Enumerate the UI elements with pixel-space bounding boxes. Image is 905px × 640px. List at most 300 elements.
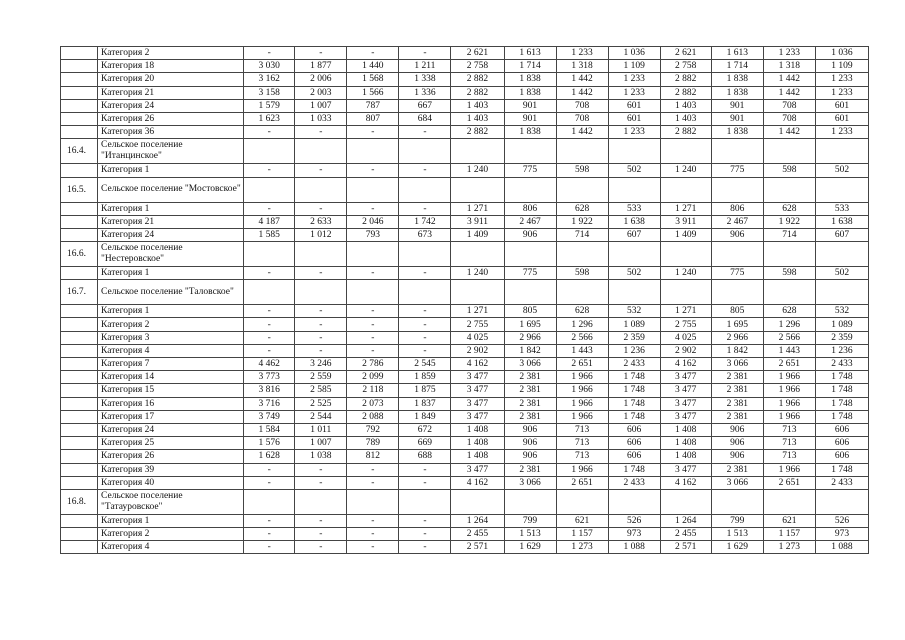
tariff-value: 1 109 [815,60,868,73]
tariff-value: 2 003 [295,86,347,99]
table-row [61,305,869,318]
tariff-value: - [399,514,451,527]
tariff-value: 3 477 [660,371,711,384]
table-row [61,60,869,73]
tariff-value: 1 408 [451,450,504,463]
table-row [61,450,869,463]
tariff-value: 1 748 [815,410,868,423]
tariff-value: 1 966 [556,463,608,476]
row-number-cell [61,528,98,541]
tariff-value: 2 433 [815,358,868,371]
category-name: Категория 1 [98,514,244,527]
empty-cell [815,139,868,164]
tariff-value: 4 462 [244,358,295,371]
category-name: Категория 3 [98,331,244,344]
table-row [61,410,869,423]
table-row [61,358,869,371]
category-name: Категория 25 [98,437,244,450]
tariff-value: 1 966 [556,371,608,384]
category-name: Категория 14 [98,371,244,384]
tariff-value: - [347,463,399,476]
section-header-row [61,242,869,267]
empty-cell [347,139,399,164]
tariff-value: - [295,528,347,541]
row-number-cell [61,47,98,60]
empty-cell [711,242,763,267]
category-name: Категория 4 [98,541,244,554]
empty-cell [295,280,347,305]
tariff-value: 606 [815,437,868,450]
tariff-value: 714 [763,228,815,241]
tariff-value: 1 875 [399,384,451,397]
tariff-value: 1 109 [608,60,660,73]
tariff-value: 1 443 [763,344,815,357]
table-row [61,437,869,450]
tariff-value: 1 403 [660,112,711,125]
tariff-value: 906 [711,437,763,450]
tariff-value: 1 236 [815,344,868,357]
tariff-value: 2 381 [711,410,763,423]
tariff-value: 1 513 [711,528,763,541]
tariff-value: 2 381 [504,463,556,476]
tariff-value: 1 629 [711,541,763,554]
tariff-value: 713 [556,437,608,450]
tariff-value: 775 [504,164,556,177]
row-number-cell [61,318,98,331]
tariff-value: - [295,47,347,60]
tariff-value: 1 748 [608,371,660,384]
tariff-value: 1 576 [244,437,295,450]
tariff-value: 2 902 [660,344,711,357]
row-number-cell [61,344,98,357]
table-row [61,514,869,527]
tariff-value: 713 [556,423,608,436]
table-row [61,47,869,60]
tariff-value: 1 838 [711,126,763,139]
empty-cell [295,489,347,514]
tariff-value: 1 318 [556,60,608,73]
row-number-cell [61,73,98,86]
table-row [61,397,869,410]
tariff-value: - [399,331,451,344]
tariff-value: 1 838 [711,73,763,86]
tariff-value: 906 [711,450,763,463]
tariff-value: 502 [815,267,868,280]
row-number-cell [61,267,98,280]
tariff-value: 775 [711,267,763,280]
tariff-value: - [347,318,399,331]
tariff-value: - [244,126,295,139]
tariff-value: 901 [711,112,763,125]
row-number-cell [61,476,98,489]
tariff-value: 601 [815,112,868,125]
tariff-value: 1 442 [556,73,608,86]
tariff-value: 1 838 [504,126,556,139]
tariff-value: 906 [711,228,763,241]
tariff-value: 2 882 [660,73,711,86]
tariff-value: 799 [711,514,763,527]
empty-cell [347,177,399,202]
empty-cell [504,242,556,267]
empty-cell [451,280,504,305]
category-name: Категория 16 [98,397,244,410]
tariff-value: 2 882 [660,126,711,139]
section-title: Сельское поселение "Нестеровское" [98,242,244,267]
tariff-value: - [244,463,295,476]
tariff-value: 1 271 [660,202,711,215]
tariff-value: 1 842 [711,344,763,357]
tariff-value: 3 911 [660,215,711,228]
category-name: Категория 18 [98,60,244,73]
tariff-value: 1 838 [504,73,556,86]
tariff-value: 628 [763,305,815,318]
tariff-value: 2 073 [347,397,399,410]
empty-cell [815,280,868,305]
tariff-value: 533 [815,202,868,215]
tariff-value: 4 162 [660,476,711,489]
tariff-value: 2 006 [295,73,347,86]
tariff-value: 1 922 [556,215,608,228]
tariff-value: 1 695 [504,318,556,331]
tariff-value: - [399,126,451,139]
tariff-value: 1 638 [608,215,660,228]
tariff-value: - [347,331,399,344]
tariff-value: 3 477 [660,463,711,476]
empty-cell [608,177,660,202]
section-title: Сельское поселение "Мостовское" [98,177,244,202]
tariff-value: 708 [763,112,815,125]
tariff-value: 1 409 [451,228,504,241]
tariff-value: 598 [763,267,815,280]
tariff-value: 906 [504,423,556,436]
section-title: Сельское поселение "Итанцинское" [98,139,244,164]
empty-cell [244,280,295,305]
table-row [61,476,869,489]
empty-cell [347,242,399,267]
category-name: Категория 26 [98,450,244,463]
tariff-value: 2 433 [815,476,868,489]
section-title: Сельское поселение "Татауровское" [98,489,244,514]
empty-cell [660,242,711,267]
row-number-cell [61,514,98,527]
empty-cell [556,489,608,514]
tariff-value: 1 748 [815,371,868,384]
tariff-value: 1 966 [556,397,608,410]
tariff-value: 2 621 [451,47,504,60]
tariff-value: 1 838 [711,86,763,99]
tariff-value: 1 629 [504,541,556,554]
category-name: Категория 24 [98,99,244,112]
tariff-value: 598 [556,164,608,177]
tariff-value: 1 408 [451,437,504,450]
tariff-value: 2 882 [451,86,504,99]
tariff-value: 532 [815,305,868,318]
empty-cell [244,177,295,202]
tariff-value: 1 742 [399,215,451,228]
tariff-value: 1 271 [660,305,711,318]
tariff-value: 1 442 [763,73,815,86]
tariff-value: 2 882 [451,126,504,139]
tariff-value: 2 755 [451,318,504,331]
tariff-value: - [244,541,295,554]
tariff-value: 1 714 [504,60,556,73]
tariff-value: 2 545 [399,358,451,371]
tariff-value: - [295,514,347,527]
tariff-value: 606 [608,423,660,436]
tariff-value: 2 758 [451,60,504,73]
tariff-value: 3 477 [451,397,504,410]
tariff-value: 1 271 [451,202,504,215]
tariff-value: 1 966 [763,410,815,423]
tariff-value: 973 [608,528,660,541]
tariff-value: 2 758 [660,60,711,73]
tariff-value: 1 566 [347,86,399,99]
tariff-value: - [347,305,399,318]
category-name: Категория 39 [98,463,244,476]
table-row [61,73,869,86]
tariff-value: 3 477 [660,410,711,423]
tariff-value: 526 [608,514,660,527]
tariff-value: 4 187 [244,215,295,228]
tariff-value: 2 088 [347,410,399,423]
empty-cell [763,177,815,202]
tariff-value: 601 [815,99,868,112]
tariff-value: 1 240 [451,267,504,280]
tariff-value: 1 336 [399,86,451,99]
tariff-value: 1 011 [295,423,347,436]
tariff-value: - [399,463,451,476]
row-number-cell [61,331,98,344]
tariff-value: - [347,47,399,60]
tariff-value: 3 477 [451,371,504,384]
empty-cell [556,177,608,202]
category-name: Категория 21 [98,215,244,228]
tariff-value: 906 [711,423,763,436]
row-number-cell [61,164,98,177]
tariff-value: 3 477 [660,384,711,397]
tariff-value: 3 477 [451,463,504,476]
tariff-value: 1 842 [504,344,556,357]
tariff-value: - [399,318,451,331]
tariff-value: 1 233 [608,86,660,99]
category-name: Категория 17 [98,410,244,423]
tariff-value: - [399,267,451,280]
tariff-value: 1 748 [815,463,868,476]
tariff-value: 1 338 [399,73,451,86]
tariff-value: 1 966 [763,397,815,410]
table-row [61,423,869,436]
row-number-cell [61,126,98,139]
tariff-value: 3 816 [244,384,295,397]
tariff-value: 1 966 [556,410,608,423]
tariff-value: - [244,305,295,318]
tariff-value: 628 [556,305,608,318]
tariff-value: 807 [347,112,399,125]
tariff-value: 2 966 [711,331,763,344]
tariff-value: 3 716 [244,397,295,410]
category-name: Категория 4 [98,344,244,357]
section-number: 16.8. [61,489,98,514]
tariff-value: - [244,47,295,60]
empty-cell [556,139,608,164]
tariff-value: 787 [347,99,399,112]
row-number-cell [61,60,98,73]
tariff-value: 2 566 [763,331,815,344]
empty-cell [295,139,347,164]
empty-cell [295,177,347,202]
tariff-value: 1 403 [660,99,711,112]
section-number: 16.5. [61,177,98,202]
tariff-value: 1 033 [295,112,347,125]
tariff-value: 1 233 [763,47,815,60]
tariff-value: 2 786 [347,358,399,371]
tariff-value: 2 359 [608,331,660,344]
table-row [61,164,869,177]
empty-cell [244,139,295,164]
tariff-value: 906 [504,437,556,450]
tariff-value: 621 [556,514,608,527]
tariff-value: 533 [608,202,660,215]
tariff-value: 684 [399,112,451,125]
tariff-value: - [399,344,451,357]
tariff-value: 906 [504,228,556,241]
section-number: 16.4. [61,139,98,164]
empty-cell [451,489,504,514]
tariff-value: 1 403 [451,112,504,125]
tariff-value: 2 433 [608,476,660,489]
tariff-value: 607 [815,228,868,241]
row-number-cell [61,437,98,450]
tariff-value: - [347,126,399,139]
empty-cell [660,489,711,514]
tariff-value: 2 633 [295,215,347,228]
tariff-value: 502 [608,267,660,280]
tariff-value: 1 211 [399,60,451,73]
tariff-value: 2 046 [347,215,399,228]
row-number-cell [61,228,98,241]
tariff-value: 598 [763,164,815,177]
tariff-value: 1 966 [763,384,815,397]
empty-cell [556,242,608,267]
tariff-value: 2 381 [711,384,763,397]
tariff-value: 2 571 [660,541,711,554]
tariff-value: 973 [815,528,868,541]
tariff-value: - [244,267,295,280]
tariff-value: 667 [399,99,451,112]
tariff-value: 1 714 [711,60,763,73]
tariff-value: 1 748 [608,410,660,423]
tariff-value: 601 [608,99,660,112]
tariff-value: 713 [556,450,608,463]
tariff-value: 2 651 [556,476,608,489]
tariff-value: 1 623 [244,112,295,125]
tariff-value: 2 381 [711,463,763,476]
tariff-value: - [347,164,399,177]
tariff-value: 1 273 [556,541,608,554]
empty-cell [504,139,556,164]
row-number-cell [61,384,98,397]
tariff-value: 3 773 [244,371,295,384]
tariff-value: - [347,514,399,527]
tariff-value: 3 066 [504,476,556,489]
tariff-value: 1 579 [244,99,295,112]
tariff-value: 1 296 [763,318,815,331]
tariff-value: 2 359 [815,331,868,344]
tariff-value: 502 [815,164,868,177]
tariff-value: - [399,476,451,489]
category-name: Категория 15 [98,384,244,397]
table-row [61,318,869,331]
tariff-value: - [295,202,347,215]
empty-cell [451,139,504,164]
empty-cell [763,242,815,267]
tariff-value: 1 408 [660,450,711,463]
table-row [61,331,869,344]
tariff-value: 2 882 [660,86,711,99]
tariff-value: 1 442 [556,126,608,139]
row-number-cell [61,423,98,436]
tariff-value: 1 443 [556,344,608,357]
tariff-value: 606 [608,450,660,463]
tariff-value: 901 [711,99,763,112]
tariff-value: 708 [556,99,608,112]
tariff-value: 1 036 [815,47,868,60]
row-number-cell [61,112,98,125]
empty-cell [451,177,504,202]
table-row [61,99,869,112]
empty-cell [660,280,711,305]
tariff-value: 1 613 [504,47,556,60]
tariff-value: 1 271 [451,305,504,318]
category-name: Категория 1 [98,164,244,177]
tariff-value: 606 [608,437,660,450]
category-name: Категория 24 [98,423,244,436]
empty-cell [295,242,347,267]
tariff-value: 1 089 [815,318,868,331]
tariff-value: 2 651 [763,358,815,371]
tariff-value: - [347,344,399,357]
tariff-value: 1 442 [763,86,815,99]
tariff-value: 4 025 [451,331,504,344]
table-row [61,215,869,228]
tariff-document-page [60,46,869,554]
tariff-table-body [61,47,869,554]
table-row [61,126,869,139]
empty-cell [711,139,763,164]
empty-cell [608,280,660,305]
tariff-value: 1 233 [815,86,868,99]
empty-cell [347,489,399,514]
empty-cell [608,139,660,164]
row-number-cell [61,541,98,554]
tariff-value: - [295,344,347,357]
tariff-value: 1 408 [451,423,504,436]
empty-cell [608,489,660,514]
tariff-value: 1 007 [295,437,347,450]
tariff-value: 789 [347,437,399,450]
tariff-value: 1 233 [608,126,660,139]
tariff-value: 1 240 [451,164,504,177]
empty-cell [711,177,763,202]
row-number-cell [61,463,98,476]
tariff-value: 1 408 [660,437,711,450]
tariff-value: 812 [347,450,399,463]
tariff-value: 1 513 [504,528,556,541]
tariff-value: - [295,164,347,177]
category-name: Категория 1 [98,267,244,280]
tariff-value: 1 748 [608,384,660,397]
tariff-value: 607 [608,228,660,241]
